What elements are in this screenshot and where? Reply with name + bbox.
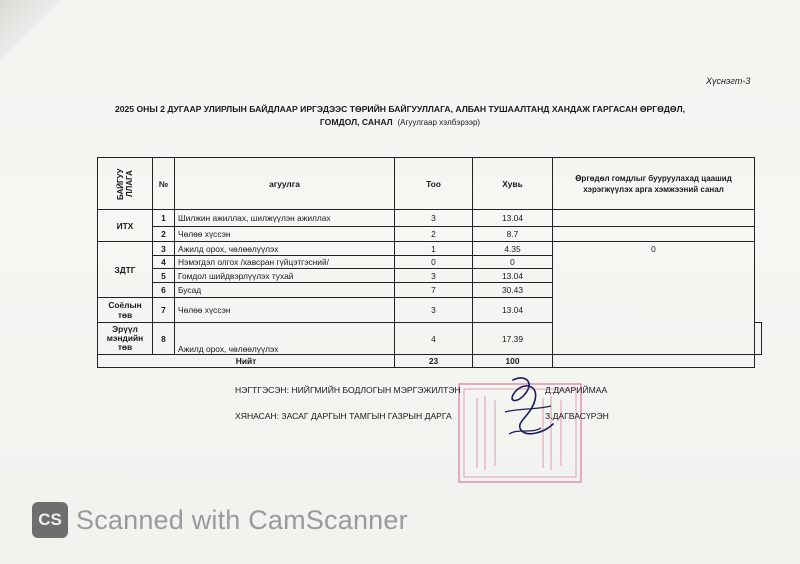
row-count: 7 [395,283,473,298]
org-cell-zdtg: ЗДТГ [98,242,153,298]
row-content: Нэмэгдэл олгох /хавсран гүйцэтгэсний/ [175,256,395,269]
table-row [98,242,762,256]
row-suggestion [553,227,755,242]
row-percent: 13.04 [473,210,553,227]
org-cell-health: Эрүүл мэндийн төв [98,323,153,355]
title-note: (Агуулгаар хэлбэрээр) [397,118,481,127]
complaints-table [97,157,762,368]
row-suggestion [553,210,755,227]
row-percent: 30.43 [473,283,553,298]
row-content: Гомдол шийдвэрлүүлэх тухай [175,269,395,283]
org-cell-culture: Соёлын төв [98,298,153,323]
header-count: Тоо [395,158,473,210]
total-row [98,355,762,368]
row-no: 2 [153,227,175,242]
row-content: Бусад [175,283,395,298]
row-content: Ажилд орох, чөлөөлүүлэх [175,242,395,256]
total-label: Нийт [98,355,395,368]
page-fold-shadow [0,0,60,60]
title-line-1: 2025 ОНЫ 2 ДУГААР УЛИРЛЫН БАЙДЛААР ИРГЭДЭЭС ТӨРИЙН БАЙГУУЛЛАГА, АЛБАН ТУШААЛТАНД ХАНДАЖ ГАРГАСАН ӨРГӨДӨЛ, [114,104,686,114]
watermark-text: Scanned with CamScanner [76,504,408,535]
row-percent: 13.04 [473,298,553,323]
row-count: 0 [395,256,473,269]
header-org: БАЙГУУ ЛЛАГА [98,158,153,210]
camscanner-logo-icon: CS [32,502,68,538]
table-row [98,210,762,227]
suggestion-cell: 0 [553,242,755,355]
prepared-name: Д.ДААРИЙМАА [545,385,608,395]
row-content: Ажилд орох, чөлөөлүүлэх [175,323,395,355]
row-count: 2 [395,227,473,242]
org-cell-itkh: ИТХ [98,210,153,242]
row-count: 3 [395,210,473,227]
row-no: 7 [153,298,175,323]
document-title [100,103,700,129]
row-count: 1 [395,242,473,256]
title-line-2: ГОМДОЛ, САНАЛ [319,117,393,127]
total-count: 23 [395,355,473,368]
table-header-row [98,158,762,210]
row-no: 1 [153,210,175,227]
row-no: 8 [153,323,175,355]
row-content: Шилжин ажиллах, шилжүүлэн ажиллах [175,210,395,227]
prepared-by: НЭГТГЭСЭН: НИЙГМИЙН БОДЛОГЫН МЭРГЭЖИЛТЭН [235,385,461,395]
row-no: 5 [153,269,175,283]
row-count: 3 [395,269,473,283]
appendix-label: Хүснэгт-3 [706,76,751,86]
checked-by: ХЯНАСАН: ЗАСАГ ДАРГЫН ТАМГЫН ГАЗРЫН ДАРГА [235,411,452,421]
header-no: № [153,158,175,210]
row-no: 4 [153,256,175,269]
row-count: 3 [395,298,473,323]
total-percent: 100 [473,355,553,368]
header-content: агуулга [175,158,395,210]
header-suggestion: Өргөдөл гомдлыг бууруулахад цаашид хэрэгжүүлэх арга хэмжээний санал [553,158,755,210]
row-percent: 13.04 [473,269,553,283]
total-suggestion [553,355,755,368]
row-suggestion [755,323,762,355]
row-percent: 0 [473,256,553,269]
checked-name: З.ДАГВАСҮРЭН [545,411,609,421]
header-percent: Хувь [473,158,553,210]
row-percent: 17.39 [473,323,553,355]
camscanner-watermark [32,500,408,540]
row-percent: 8.7 [473,227,553,242]
row-count: 4 [395,323,473,355]
row-content: Чөлөө хүссэн [175,298,395,323]
row-percent: 4.35 [473,242,553,256]
row-content: Чөлөө хүссэн [175,227,395,242]
row-no: 3 [153,242,175,256]
row-no: 6 [153,283,175,298]
signature [495,372,565,444]
table-row [98,227,762,242]
